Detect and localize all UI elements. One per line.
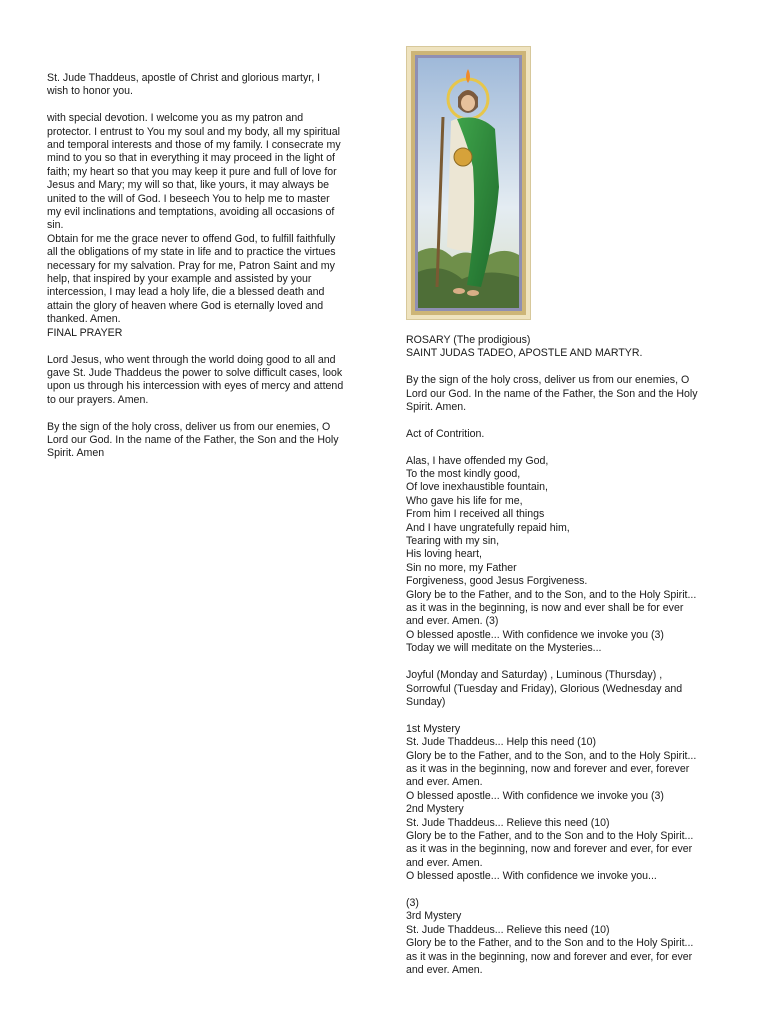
- prayer-body: with special devotion. I welcome you as my patron and protector. I entrust to You my soul and my body, all my spiritual and temporal interests and those of my family. I consecrate my mind to you so that in everything it may proceed in the light of faith; my heart so that you may keep it pure and full of love for Jesus and Mary; my will so that, like yours, it may always be united to the will of God. I beseech You to help me to master my evil inclinations and temptations, avoiding all occasions of sin. Obtain for me the grace never to offend God, to fulfill faithfully all the obligations of my state in life and to practice the virtues necessary for my salvation. Pray for me, Patron Saint and my help, that inspired by your example and assisted by your intercession, I may lead a holy life, die a blessed death and attain the glory of heaven where God is eternally loved and thanked. Amen. FINAL PRAYER: [47, 112, 341, 339]
- act-of-contrition-heading: Act of Contrition.: [406, 427, 485, 440]
- saint-jude-holy-card-image: [406, 46, 531, 320]
- third-mystery: (3) 3rd Mystery St. Jude Thaddeus... Relieve this need (10) Glory be to the Father, and to the Son and to the Holy Spirit... as it was in the beginning, now and forever and ever, for ever and ever. Amen.: [406, 896, 694, 976]
- final-prayer-text: Lord Jesus, who went through the world doing good to all and gave St. Jude Thaddeus the power to solve difficult cases, look upon us through his intercession with eyes of mercy and attend to our prayers. Amen.: [47, 353, 344, 406]
- left-column-prayer-text: [47, 72, 365, 461]
- mysteries-schedule: Joyful (Monday and Saturday) , Luminous (Thursday) , Sorrowful (Tuesday and Friday), Glorious (Wednesday and Sunday): [406, 669, 683, 708]
- right-column-rosary-text: [406, 334, 736, 977]
- first-second-mystery: 1st Mystery St. Jude Thaddeus... Help this need (10) Glory be to the Father, and to the Son, and to the Holy Spirit... as it was in the beginning, now and forever and ever, forever and ever. Amen. O blessed apostle... With confidence we invoke you (3) 2nd Mystery St. Jude Thaddeus... Relieve this need (10) Glory be to the Father, and to the Son and to the Holy Spirit... as it was in the beginning, now and forever and ever, for ever and ever. Amen. O blessed apostle... With confidence we invoke you...: [406, 722, 697, 883]
- prayer-opening: St. Jude Thaddeus, apostle of Christ and glorious martyr, I wish to honor you.: [47, 72, 321, 98]
- rosary-title: ROSARY (The prodigious) SAINT JUDAS TADEO, APOSTLE AND MARTYR.: [406, 334, 643, 360]
- act-of-contrition-text: Alas, I have offended my God, To the most kindly good, Of love inexhaustible fountain, Who gave his life for me, From him I received all things And I have ungratefully repaid him, Tearing with my sin, His loving heart, Sin no more, my Father Forgiveness, good Jesus Forgiveness. Glory be to the Father, and to the Son, and to the Holy Spirit... as it was in the beginning, is now and ever shall be for ever and ever. Amen. (3) O blessed apostle... With confidence we invoke you (3) Today we will meditate on the Mysteries...: [406, 454, 697, 655]
- sign-of-cross-text: By the sign of the holy cross, deliver us from our enemies, O Lord our God. In the name of the Father, the Son and the Holy Spirit. Amen: [47, 420, 339, 460]
- rosary-sign-of-cross: By the sign of the holy cross, deliver us from our enemies, O Lord our God. In the name of the Father, the Son and the Holy Spirit. Amen.: [406, 374, 698, 414]
